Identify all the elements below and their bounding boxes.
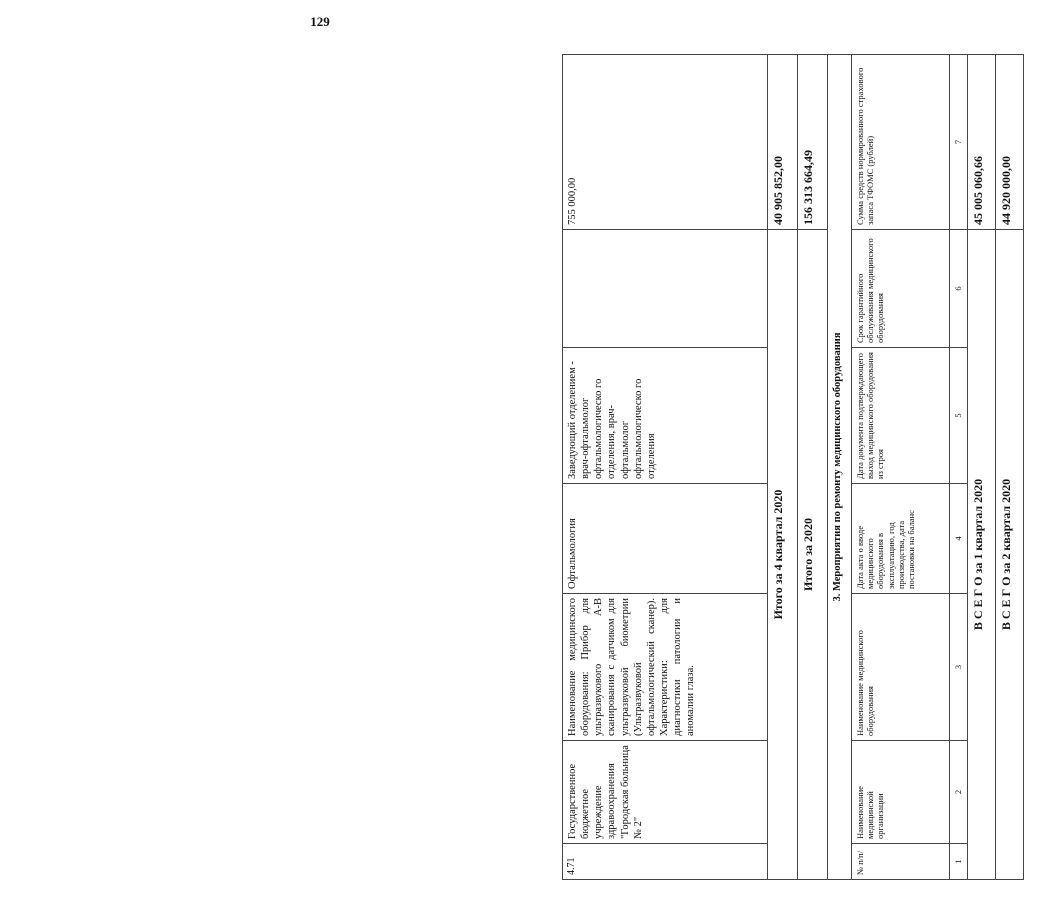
total-row-q2 xyxy=(995,55,1023,880)
row-equipment: Наименование медицинского оборудования: Прибор для ультразвукового А-В сканирования с датчиком для ультразвуковой биометрии (Ультразвуковой офтальмологический сканер). Характеристики: для диагностики патологии и аномалии глаза. xyxy=(563,594,768,741)
column-index-row xyxy=(950,55,968,880)
row-amount: 755 000,00 xyxy=(563,55,768,230)
total-q2-value: 44 920 000,00 xyxy=(995,55,1023,230)
total-q1-label: В С Е Г О за 1 квартал 2020 xyxy=(967,230,995,880)
total-q4-label: Итого за 4 квартал 2020 xyxy=(768,230,798,880)
total-row-q4 xyxy=(768,55,798,880)
total-q4-value: 40 905 852,00 xyxy=(768,55,798,230)
col-index: 5 xyxy=(950,348,968,484)
header-act-date: Дата акта о вводе медицинского оборудования в эксплуатацию, год производства, дата постановки на баланс xyxy=(852,484,950,594)
col-index: 7 xyxy=(950,55,968,230)
header-amount: Сумма средств нормированного страхового запаса ТФОМС (рублей) xyxy=(852,55,950,230)
total-q2-label: В С Е Г О за 2 квартал 2020 xyxy=(995,230,1023,880)
col-index: 3 xyxy=(950,594,968,741)
row-number: 4.71 xyxy=(563,844,768,880)
col-index: 6 xyxy=(950,230,968,348)
header-failure-date: Дата документа подтверждающего выход медицинского оборудования из строя xyxy=(852,348,950,484)
row-department: Офтальмология xyxy=(563,484,768,594)
page-number: 129 xyxy=(310,14,330,29)
col-index: 1 xyxy=(950,844,968,880)
header-equipment: Наименование медицинского оборудования xyxy=(852,594,950,741)
table-row xyxy=(563,55,768,880)
section-title-row xyxy=(828,55,852,880)
header-num: № п/п/ xyxy=(852,844,950,880)
rotated-page-content xyxy=(562,55,1057,880)
total-q1-value: 45 005 060,66 xyxy=(967,55,995,230)
row-empty-cell xyxy=(563,230,768,348)
section-3-title: 3. Мероприятия по ремонту медицинского оборудования xyxy=(828,55,852,880)
section-header-row xyxy=(852,55,950,880)
col-index: 4 xyxy=(950,484,968,594)
total-row-q1 xyxy=(967,55,995,880)
total-row-year xyxy=(798,55,828,880)
equipment-table xyxy=(562,54,1024,880)
total-year-label: Итого за 2020 xyxy=(798,230,828,880)
col-index: 2 xyxy=(950,741,968,844)
row-staff: Заведующий отделением - врач-офтальмолог офтальмологическо го отделения, врач-офтальмолог офтальмологическо го отделения xyxy=(563,348,768,484)
header-organization: Наименование медицинской организации xyxy=(852,741,950,844)
header-warranty: Срок гарантийного обслуживания медицинского оборудования xyxy=(852,230,950,348)
row-organization: Государственное бюджетное учреждение здравоохранения "Городская больница № 2" xyxy=(563,741,768,844)
total-year-value: 156 313 664,49 xyxy=(798,55,828,230)
